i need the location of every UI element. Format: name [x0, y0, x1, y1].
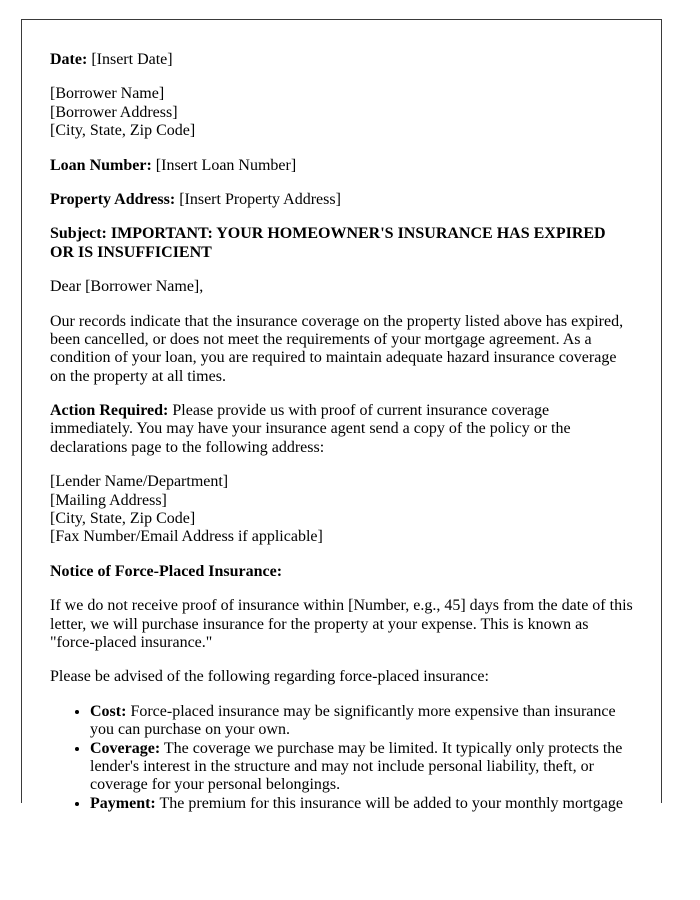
salutation: Dear [Borrower Name],	[50, 278, 204, 296]
bullet-payment	[90, 795, 633, 813]
letter-page	[21, 19, 662, 812]
paragraph-advised: Please be advised of the following regarding force-placed insurance:	[50, 668, 489, 686]
action-required-label: Action Required:	[50, 402, 169, 420]
lender-fax-email: [Fax Number/Email Address if applicable]	[50, 528, 323, 546]
property-address-value: [Insert Property Address]	[179, 190, 341, 208]
force-placed-bullet-list	[50, 703, 633, 813]
bullet-cost-text: Force-placed insurance may be significantly more expensive than insurance you can purchase on your own.	[90, 702, 616, 739]
notice-heading-text: Notice of Force-Placed Insurance:	[50, 562, 283, 580]
action-required-text: Please provide us with proof of current insurance coverage immediately. You may have your insurance agent send a copy of the policy or the declarations page to the following address:	[50, 402, 571, 456]
borrower-name: [Borrower Name]	[50, 85, 165, 103]
bullet-payment-label: Payment:	[90, 794, 156, 812]
paragraph-force-placed: If we do not receive proof of insurance within [Number, e.g., 45] days from the date of this letter, we will purchase insurance for the property at your expense. This is known as "force-placed insurance."	[50, 597, 633, 651]
borrower-city-state-zip: [City, State, Zip Code]	[50, 122, 196, 140]
bullet-coverage	[90, 740, 633, 795]
lender-name-department: [Lender Name/Department]	[50, 473, 229, 491]
bullet-payment-text: The premium for this insurance will be added to your monthly mortgage	[159, 794, 623, 812]
loan-number-line	[50, 157, 633, 175]
bullet-coverage-text: The coverage we purchase may be limited. It typically only protects the lender's interest in the structure and may not include personal liability, theft, or coverage for your personal belongings.	[90, 739, 623, 794]
date-value: [Insert Date]	[91, 51, 173, 68]
borrower-address: [Borrower Address]	[50, 103, 178, 121]
paragraph-records: Our records indicate that the insurance coverage on the property listed above has expired, been cancelled, or does not meet the requirements of your mortgage agreement. As a condition of your loan, you are required to maintain adequate hazard insurance coverage on the property at all times.	[50, 312, 624, 385]
bullet-coverage-label: Coverage:	[90, 739, 161, 757]
paragraph-action-required	[50, 402, 633, 457]
borrower-address-block	[50, 85, 633, 140]
loan-number-value: [Insert Loan Number]	[155, 156, 297, 174]
notice-heading	[50, 563, 633, 581]
date-label: Date:	[50, 51, 88, 68]
lender-city-state-zip: [City, State, Zip Code]	[50, 510, 196, 528]
loan-number-label: Loan Number:	[50, 156, 152, 174]
property-address-label: Property Address:	[50, 190, 176, 208]
bullet-cost-label: Cost:	[90, 702, 127, 720]
bullet-cost	[90, 703, 633, 740]
property-address-line	[50, 191, 633, 209]
date-line	[50, 51, 633, 69]
lender-address-block	[50, 473, 633, 547]
subject-line	[50, 225, 633, 262]
lender-mailing-address: [Mailing Address]	[50, 491, 167, 509]
subject-text: Subject: IMPORTANT: YOUR HOMEOWNER'S INSURANCE HAS EXPIRED OR IS INSUFFICIENT	[50, 225, 606, 261]
